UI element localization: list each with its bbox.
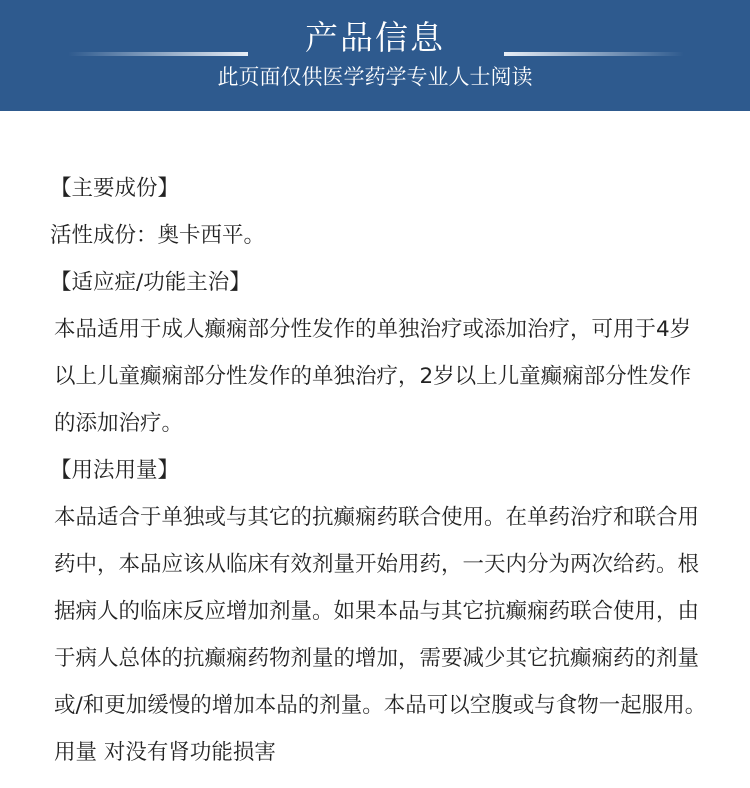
title-divider-left [68,52,248,56]
section-heading-ingredients: 【主要成份】 [50,176,180,201]
dosage-text: 本品适合于单独或与其它的抗癫痫药联合使用。在单药治疗和联合用药中，本品应该从临床有效剂量开始用药，一天内分为两次给药。根据病人的临床反应增加剂量。如果本品与其它抗癫痫药联合使用，由于病人总体的抗癫痫药物剂量的增加，需要减少其它抗癫痫药的剂量或/和更加缓慢的增加本品的剂量。本品可以空腹或与食物一起服用。 用量 对没有肾功能损害 [54,505,707,765]
section-heading-dosage: 【用法用量】 [50,458,180,483]
page-header [0,0,750,111]
page-title: 产品信息 [305,18,445,57]
ingredients-text: 活性成份：奥卡西平。 [50,223,266,248]
title-divider-right [504,52,684,56]
product-info-body [50,165,710,776]
page-subtitle: 此页面仅供医学药学专业人士阅读 [217,65,533,89]
indications-text: 本品适用于成人癫痫部分性发作的单独治疗或添加治疗，可用于4岁以上儿童癫痫部分性发作的单独治疗，2岁以上儿童癫痫部分性发作的添加治疗。 [54,317,692,436]
section-heading-indications: 【适应症/功能主治】 [50,270,251,295]
